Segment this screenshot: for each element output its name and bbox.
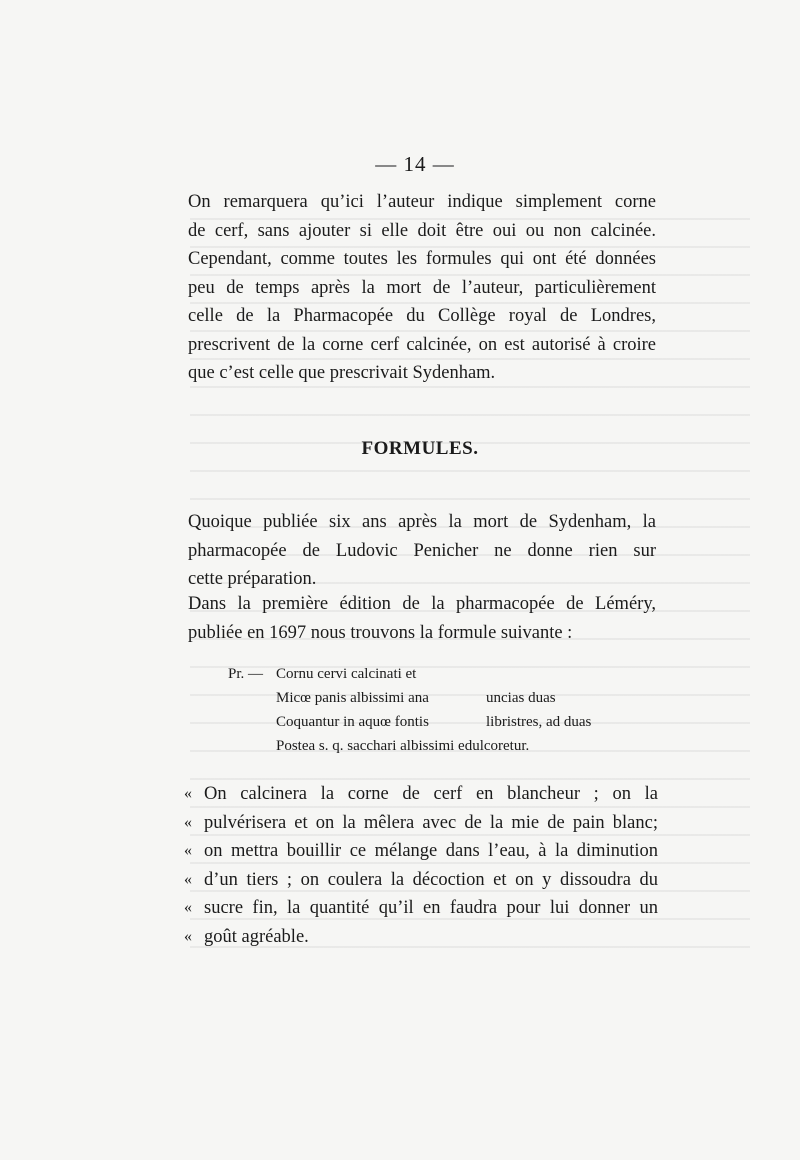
quote-mark: « bbox=[184, 813, 192, 831]
quote-mark: « bbox=[184, 870, 192, 888]
quote-text: d’un tiers ; on coulera la décoction et on y dissoudra du bbox=[204, 869, 658, 890]
text-line: peu de temps après la mort de l’auteur, particulièrement bbox=[188, 277, 656, 298]
recipe-lead bbox=[228, 710, 276, 734]
text-line: pharmacopée de Ludovic Penicher ne donne rien sur bbox=[188, 540, 656, 561]
recipe-text: Coquantur in aquœ fontis bbox=[276, 714, 429, 730]
recipe-row bbox=[228, 686, 648, 710]
recipe-text: Cornu cervi calcinati et bbox=[276, 666, 417, 682]
text-line: prescrivent de la corne cerf calcinée, on est autorisé à croire bbox=[188, 334, 656, 355]
intro-paragraph bbox=[188, 188, 656, 388]
recipe-lead: Pr. — bbox=[228, 666, 264, 682]
paragraph-lemery bbox=[188, 590, 656, 647]
quote-mark: « bbox=[184, 842, 192, 859]
quote-text: On calcinera la corne de cerf en blancheur ; on la bbox=[204, 784, 658, 804]
recipe-quantity: libristres, ad duas bbox=[486, 714, 592, 730]
recipe-lead bbox=[228, 686, 276, 710]
quote-mark: « bbox=[184, 899, 192, 916]
recipe-quantity bbox=[486, 662, 648, 686]
quote-line bbox=[184, 780, 658, 809]
quote-line bbox=[184, 894, 658, 923]
paragraph-penicher bbox=[188, 508, 656, 594]
recipe-row bbox=[228, 710, 648, 734]
text-line: publiée en 1697 nous trouvons la formule suivante : bbox=[188, 622, 573, 643]
text-line: cette préparation. bbox=[188, 569, 317, 589]
recipe-row bbox=[228, 734, 648, 758]
text-line: On remarquera qu’ici l’auteur indique simplement corne bbox=[188, 192, 656, 212]
section-heading: FORMULES. bbox=[361, 438, 479, 459]
text-line: Quoique publiée six ans après la mort de Sydenham, la bbox=[188, 512, 656, 532]
quote-text: on mettra bouillir ce mélange dans l’eau, à la diminution bbox=[204, 841, 658, 861]
quote-text: pulvérisera et on la mêlera avec de la mie de pain blanc; bbox=[204, 812, 658, 833]
recipe-lead bbox=[228, 734, 276, 758]
recipe-text: Postea s. q. sacchari albissimi edulcoretur. bbox=[276, 738, 530, 754]
recipe-quantity bbox=[486, 734, 648, 758]
text-line: Cependant, comme toutes les formules qui ont été données bbox=[188, 249, 656, 269]
text-line: de cerf, sans ajouter si elle doit être oui ou non calcinée. bbox=[188, 220, 656, 241]
quote-mark: « bbox=[184, 785, 192, 802]
recipe-row bbox=[228, 662, 648, 686]
quote-mark: « bbox=[184, 927, 192, 945]
latin-recipe bbox=[228, 662, 648, 758]
quote-line bbox=[184, 866, 658, 895]
recipe-text: Micœ panis albissimi ana bbox=[276, 690, 429, 706]
text-line: celle de la Pharmacopée du Collège royal de Londres, bbox=[188, 306, 656, 326]
quoted-translation bbox=[184, 780, 658, 951]
quote-line bbox=[184, 837, 658, 866]
text-line: Dans la première édition de la pharmacopée de Léméry, bbox=[188, 594, 656, 614]
quote-text: goût agréable. bbox=[204, 926, 309, 947]
text-line: que c’est celle que prescrivait Sydenham. bbox=[188, 363, 496, 383]
page-number: — 14 — bbox=[375, 152, 455, 176]
recipe-quantity: uncias duas bbox=[486, 690, 556, 706]
quote-line bbox=[184, 809, 658, 838]
quote-line bbox=[184, 923, 658, 952]
quote-text: sucre fin, la quantité qu’il en faudra pour lui donner un bbox=[204, 898, 658, 918]
